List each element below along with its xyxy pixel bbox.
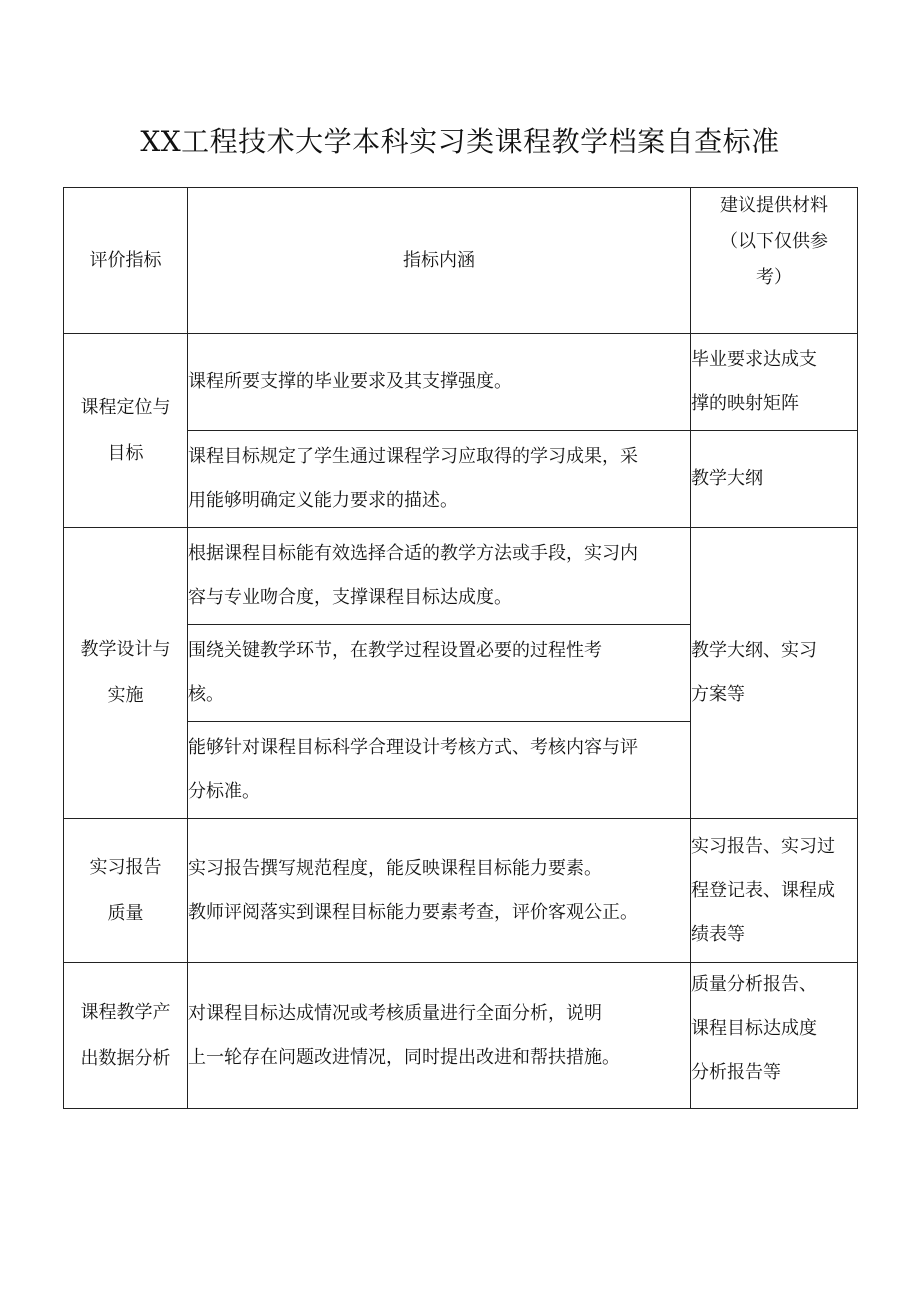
material-cell bbox=[691, 334, 858, 431]
self-check-standard-table bbox=[63, 187, 858, 1109]
indicator-data-analysis bbox=[64, 963, 188, 1109]
indicator-line: 课程教学产 bbox=[80, 1001, 171, 1023]
header-content: 指标内涵 bbox=[188, 188, 691, 334]
content-line: 根据课程目标能有效选择合适的教学方法或手段，实习内 bbox=[188, 543, 638, 564]
material-cell bbox=[691, 528, 858, 819]
material-line: 教学大纲 bbox=[691, 468, 763, 489]
material-line: 质量分析报告、 bbox=[691, 974, 817, 995]
content-line: 实习报告撰写规范程度，能反映课程目标能力要素。 bbox=[188, 857, 602, 879]
material-cell bbox=[691, 963, 858, 1109]
content-line: 课程所要支撑的毕业要求及其支撑强度。 bbox=[188, 371, 512, 392]
material-cell bbox=[691, 819, 858, 963]
indicator-course-positioning bbox=[64, 334, 188, 528]
material-line: 方案等 bbox=[691, 684, 745, 705]
header-material bbox=[691, 188, 858, 334]
material-line: 程登记表、课程成 bbox=[691, 879, 835, 901]
header-material-line: 建议提供材料 bbox=[720, 195, 828, 216]
content-line: 围绕关键教学环节，在教学过程设置必要的过程性考 bbox=[188, 640, 602, 661]
content-line: 教师评阅落实到课程目标能力要素考查，评价客观公正。 bbox=[188, 901, 638, 923]
table-row bbox=[64, 963, 858, 1109]
content-line: 容与专业吻合度，支撑课程目标达成度。 bbox=[188, 587, 512, 608]
indicator-line: 教学设计与 bbox=[80, 639, 171, 660]
material-line: 毕业要求达成支 bbox=[691, 349, 817, 370]
table-row bbox=[64, 334, 858, 431]
indicator-line: 目标 bbox=[107, 442, 144, 464]
material-line: 撑的映射矩阵 bbox=[691, 393, 799, 414]
content-line: 课程目标规定了学生通过课程学习应取得的学习成果，采 bbox=[188, 446, 638, 467]
table-row bbox=[64, 528, 858, 625]
table-row bbox=[64, 819, 858, 963]
indicator-line: 实习报告 bbox=[89, 856, 162, 878]
material-line: 绩表等 bbox=[691, 923, 745, 945]
content-line: 分标准。 bbox=[188, 781, 260, 802]
material-line: 实习报告、实习过 bbox=[691, 835, 835, 857]
content-cell bbox=[188, 528, 691, 625]
content-cell bbox=[188, 431, 691, 528]
header-material-line: （以下仅供参 bbox=[720, 231, 828, 252]
content-cell bbox=[188, 963, 691, 1109]
table-header-row bbox=[64, 188, 858, 334]
content-cell bbox=[188, 722, 691, 819]
material-line: 课程目标达成度 bbox=[691, 1018, 817, 1039]
content-line: 上一轮存在问题改进情况，同时提出改进和帮扶措施。 bbox=[188, 1046, 620, 1068]
document-title: XX工程技术大学本科实习类课程教学档案自查标准 bbox=[140, 125, 780, 158]
material-line: 教学大纲、实习 bbox=[691, 640, 817, 661]
material-cell bbox=[691, 431, 858, 528]
indicator-line: 质量 bbox=[107, 902, 144, 924]
header-indicator: 评价指标 bbox=[64, 188, 188, 334]
indicator-internship-report bbox=[64, 819, 188, 963]
indicator-line: 实施 bbox=[107, 685, 144, 706]
content-cell bbox=[188, 819, 691, 963]
indicator-teaching-design bbox=[64, 528, 188, 819]
content-line: 用能够明确定义能力要求的描述。 bbox=[188, 490, 458, 511]
material-line: 分析报告等 bbox=[691, 1062, 781, 1083]
content-cell bbox=[188, 334, 691, 431]
content-line: 能够针对课程目标科学合理设计考核方式、考核内容与评 bbox=[188, 737, 638, 758]
indicator-line: 出数据分析 bbox=[80, 1047, 171, 1069]
content-line: 对课程目标达成情况或考核质量进行全面分析，说明 bbox=[188, 1002, 602, 1024]
content-line: 核。 bbox=[188, 684, 224, 705]
content-cell bbox=[188, 625, 691, 722]
indicator-line: 课程定位与 bbox=[80, 396, 171, 418]
header-material-line: 考） bbox=[756, 267, 792, 288]
